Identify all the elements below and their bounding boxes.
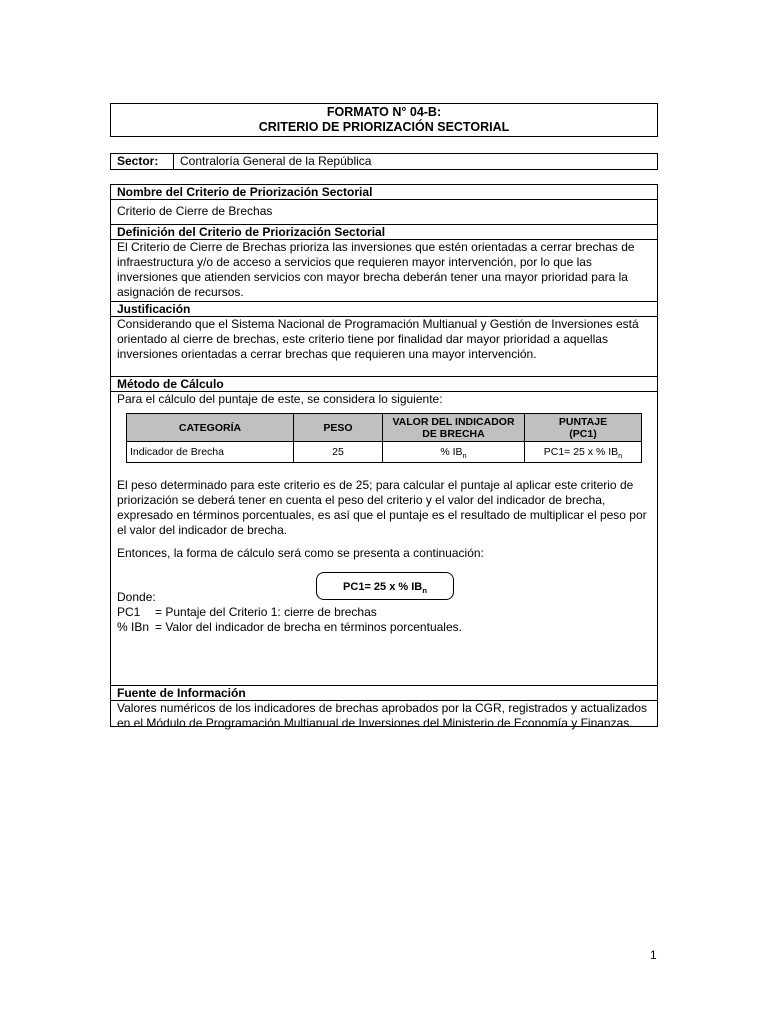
fuente-text: Valores numéricos de los indicadores de brechas aprobados por la CGR, registrados y actualizados en el Módulo de Programación Multianual de Inversiones del Ministerio de Economía y Finanzas. bbox=[117, 701, 648, 730]
cell-peso: 25 bbox=[294, 442, 383, 463]
title-line2: CRITERIO DE PRIORIZACIÓN SECTORIAL bbox=[258, 120, 510, 134]
justificacion-text: Considerando que el Sistema Nacional de Programación Multianual y Gestión de Inversiones está orientado al cierre de brechas, este criterio tiene por finalidad dar mayor prioridad a aquellas inversiones orientadas a cerrar brechas que requieren una mayor intervención. bbox=[111, 317, 657, 377]
def1-text: = Puntaje del Criterio 1: cierre de brechas bbox=[155, 605, 377, 619]
sector-value: Contraloría General de la República bbox=[180, 154, 372, 168]
cell-puntaje-sub: n bbox=[618, 450, 623, 460]
col-valor: VALOR DEL INDICADOR DE BRECHA bbox=[383, 414, 525, 442]
sector-label: Sector: bbox=[111, 154, 174, 169]
metodo-section bbox=[111, 392, 657, 686]
formula-sub: n bbox=[422, 586, 427, 596]
metodo-intro: Para el cálculo del puntaje de este, se considera lo siguiente: bbox=[117, 392, 443, 406]
def2-text: = Valor del indicador de brecha en términos porcentuales. bbox=[155, 620, 462, 634]
table-row bbox=[127, 442, 642, 463]
col-categoria: CATEGORÍA bbox=[127, 414, 294, 442]
col-puntaje bbox=[525, 414, 642, 442]
cell-valor-text: % IB bbox=[440, 445, 463, 458]
sector-row bbox=[110, 153, 658, 170]
metodo-paragraph2: Entonces, la forma de cálculo será como se presenta a continuación: bbox=[117, 546, 484, 560]
page-number: 1 bbox=[650, 948, 657, 962]
criteria-table bbox=[110, 184, 658, 730]
metodo-header: Método de Cálculo bbox=[111, 377, 657, 392]
col-puntaje-code: (PC1) bbox=[569, 427, 597, 440]
nombre-header: Nombre del Criterio de Priorización Sectorial bbox=[111, 185, 657, 200]
definition-ibn bbox=[117, 620, 653, 635]
donde-block bbox=[117, 590, 653, 635]
justificacion-header: Justificación bbox=[111, 302, 657, 317]
donde-label: Donde: bbox=[117, 590, 156, 604]
cell-puntaje-text: PC1= 25 x % IB bbox=[543, 445, 619, 458]
calculation-table bbox=[126, 413, 642, 463]
cell-valor-sub: n bbox=[462, 450, 467, 460]
definicion-header: Definición del Criterio de Priorización Sectorial bbox=[111, 225, 657, 240]
document-title bbox=[110, 103, 658, 137]
cell-valor bbox=[383, 442, 525, 463]
nombre-value: Criterio de Cierre de Brechas bbox=[111, 200, 657, 225]
definition-pc1 bbox=[117, 605, 653, 620]
metodo-paragraph1: El peso determinado para este criterio es de 25; para calcular el puntaje al aplicar este criterio de priorización se deberá tener en cuenta el peso del criterio y el valor del indicador de brecha, expresado en términos porcentuales, es así que el puntaje es el resultado de multiplicar el peso por el valor del indicador de brecha. bbox=[117, 478, 647, 537]
def2-term: % IBn bbox=[117, 620, 150, 634]
col-puntaje-label: PUNTAJE bbox=[558, 415, 608, 428]
def1-term: PC1 bbox=[117, 605, 141, 619]
calc-table-header-row bbox=[127, 414, 642, 442]
formula-text: PC1= 25 x % IB bbox=[343, 581, 423, 593]
title-line1: FORMATO N° 04-B: bbox=[326, 105, 442, 119]
cell-puntaje bbox=[525, 442, 642, 463]
col-peso: PESO bbox=[294, 414, 383, 442]
fuente-header: Fuente de Información bbox=[111, 686, 657, 701]
cell-categoria: Indicador de Brecha bbox=[127, 442, 294, 463]
definicion-text: El Criterio de Cierre de Brechas prioriza las inversiones que estén orientadas a cerrar brechas de infraestructura y/o de acceso a servicios que requieren mayor intervención, por lo que las inversiones que atienden servicios con mayor brecha deberán tener una mayor prioridad para la asignación de recursos. bbox=[111, 240, 657, 302]
